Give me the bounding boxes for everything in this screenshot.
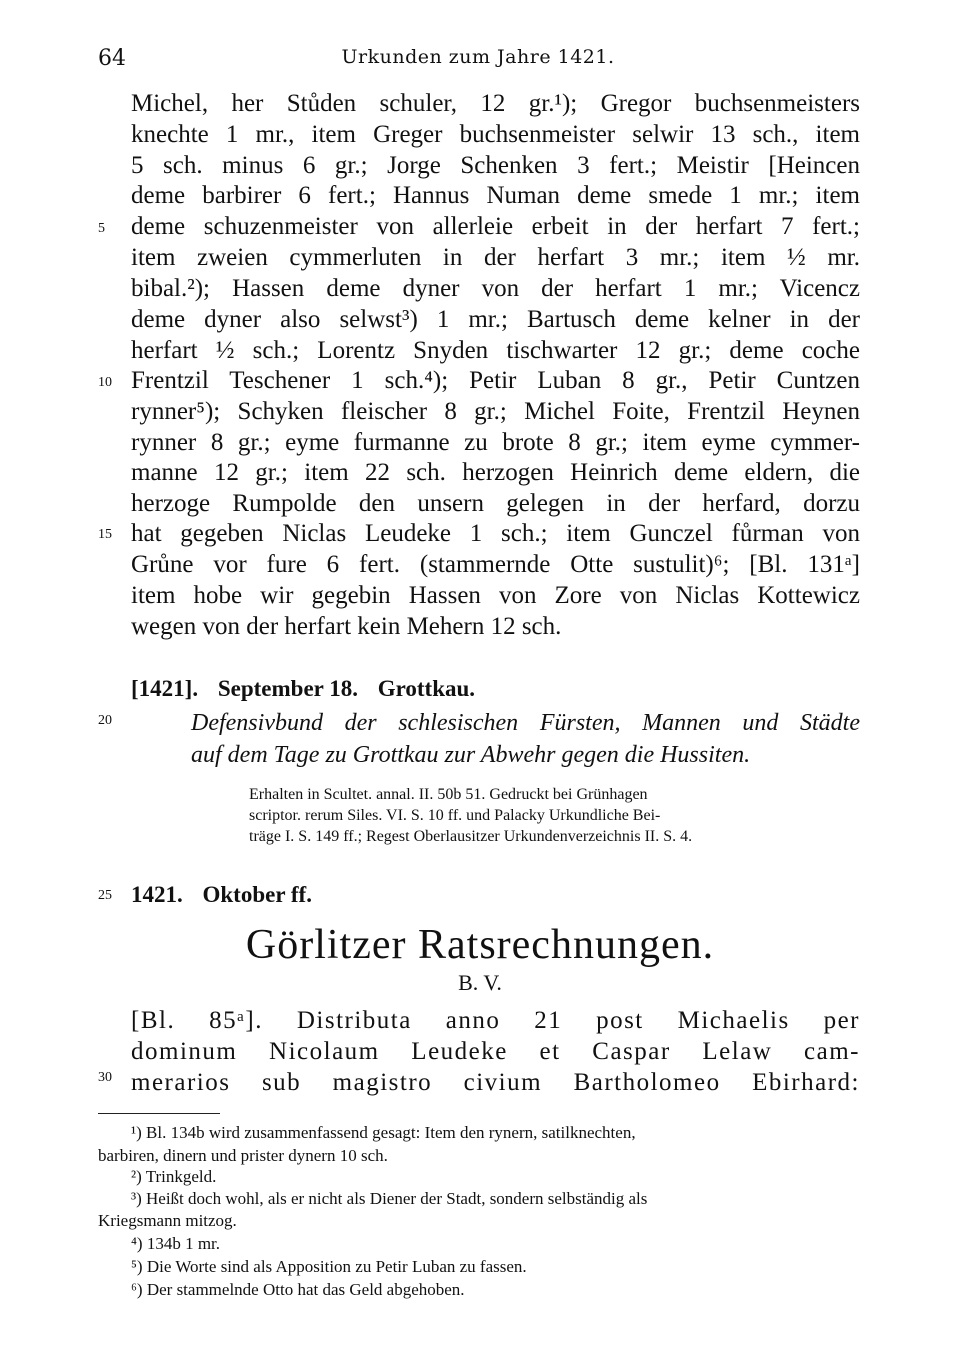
entry-place: Grottkau.	[377, 676, 476, 701]
footnote: ²) Trinkgeld.	[131, 1167, 217, 1186]
entry-title-line: auf dem Tage zu Grottkau zur Abwehr gegen die Hussiten.	[191, 742, 751, 768]
footnote: Kriegsmann mitzog.	[98, 1211, 237, 1230]
footnote: ³) Heißt doch wohl, als er nicht als Diener der Stadt, sondern selbständig als	[131, 1189, 648, 1208]
footnote-rule	[98, 1113, 220, 1114]
body-line: 5 sch. minus 6 gr.; Jorge Schenken 3 fert.; Meistir [Heincen	[131, 152, 860, 179]
line-number: 30	[98, 1070, 112, 1085]
body-line: bibal.²); Hassen deme dyner von der herfart 1 mr.; Vicencz	[131, 275, 860, 302]
body-line: deme barbirer 6 fert.; Hannus Numan deme smede 1 mr.; item	[131, 182, 860, 209]
body-line: rynner 8 gr.; eyme furmanne zu brote 8 gr.; item eyme cymmer-	[131, 429, 860, 456]
section-title: Görlitzer Ratsrechnungen.	[245, 922, 715, 968]
body-line: herfart ½ sch.; Lorentz Snyden tischwarter 12 gr.; deme coche	[131, 337, 860, 364]
line-number: 20	[98, 713, 112, 728]
entry-title-line: Defensivbund der schlesischen Fürsten, Mannen und Städte	[191, 710, 860, 736]
line-number: 25	[98, 888, 112, 903]
footnote: ⁶) Der stammelnde Otto hat das Geld abgehoben.	[131, 1280, 465, 1299]
footnote: barbiren, dinern und prister dynern 10 sch.	[98, 1146, 388, 1165]
body-line: deme dyner also selwst³) 1 mr.; Bartusch deme kelner in der	[131, 306, 860, 333]
body-line: manne 12 gr.; item 22 sch. herzogen Heinrich deme eldern, die	[131, 459, 860, 486]
source-line: träge I. S. 149 ff.; Regest Oberlausitzer Urkundenverzeichnis II. S. 4.	[249, 828, 693, 845]
entry-month: Oktober ff.	[202, 882, 312, 907]
body-line: Grůne vor fure 6 fert. (stammernde Otte sustulit)⁶; [Bl. 131ᵃ]	[131, 551, 860, 578]
running-head: Urkunden zum Jahre 1421.	[341, 46, 615, 68]
entry-date: [1421].	[131, 676, 199, 701]
body-line: knechte 1 mr., item Greger buchsenmeister selwir 13 sch., item	[131, 121, 860, 148]
body-line: deme schuzenmeister von allerleie erbeit in der herfart 7 fert.;	[131, 213, 860, 240]
body-line: item hobe wir gegebin Hassen von Zore von Niclas Kottewicz	[131, 582, 860, 609]
footnote: ⁵) Die Worte sind als Apposition zu Petir Luban zu fassen.	[131, 1257, 527, 1276]
line-number: 15	[98, 527, 112, 542]
body-line: rynner⁵); Schyken fleischer 8 gr.; Michel Foite, Frentzil Heynen	[131, 398, 860, 425]
source-line: scriptor. rerum Siles. VI. S. 10 ff. und Palacky Urkundliche Bei-	[249, 807, 661, 824]
footnote: ⁴) 134b 1 mr.	[131, 1234, 221, 1253]
page-number: 64	[98, 46, 126, 71]
body-line: Michel, her Stůden schuler, 12 gr.¹); Gregor buchsenmeisters	[131, 90, 860, 117]
body-line: merarios sub magistro civium Bartholomeo Ebirhard:	[131, 1069, 860, 1096]
entry-month: September 18.	[217, 676, 358, 701]
entry-year: 1421.	[131, 882, 183, 907]
line-number: 10	[98, 375, 112, 390]
body-line: hat gegeben Niclas Leudeke 1 sch.; item Gunczel fůrman von	[131, 520, 860, 547]
body-line: herzoge Rumpolde den unsern gelegen in der herfard, dorzu	[131, 490, 860, 517]
line-number: 5	[98, 221, 105, 236]
entry-heading	[131, 882, 326, 908]
source-line: Erhalten in Scultet. annal. II. 50b 51. Gedruckt bei Grünhagen	[249, 786, 648, 803]
body-line: wegen von der herfart kein Mehern 12 sch.	[131, 613, 562, 640]
footnote: ¹) Bl. 134b wird zusammenfassend gesagt: Item den rynern, satilknechten,	[131, 1123, 636, 1142]
body-line: item zweien cymmerluten in der herfart 3 mr.; item ½ mr.	[131, 244, 860, 271]
body-line: [Bl. 85ᵃ]. Distributa anno 21 post Michaelis per	[131, 1007, 860, 1034]
section-subtitle: B. V.	[458, 970, 502, 995]
page-header	[98, 46, 858, 74]
entry-heading	[131, 676, 489, 702]
body-line: Frentzil Teschener 1 sch.⁴); Petir Luban 8 gr., Petir Cuntzen	[131, 367, 860, 394]
body-line: dominum Nicolaum Leudeke et Caspar Lelaw cam-	[131, 1038, 860, 1065]
